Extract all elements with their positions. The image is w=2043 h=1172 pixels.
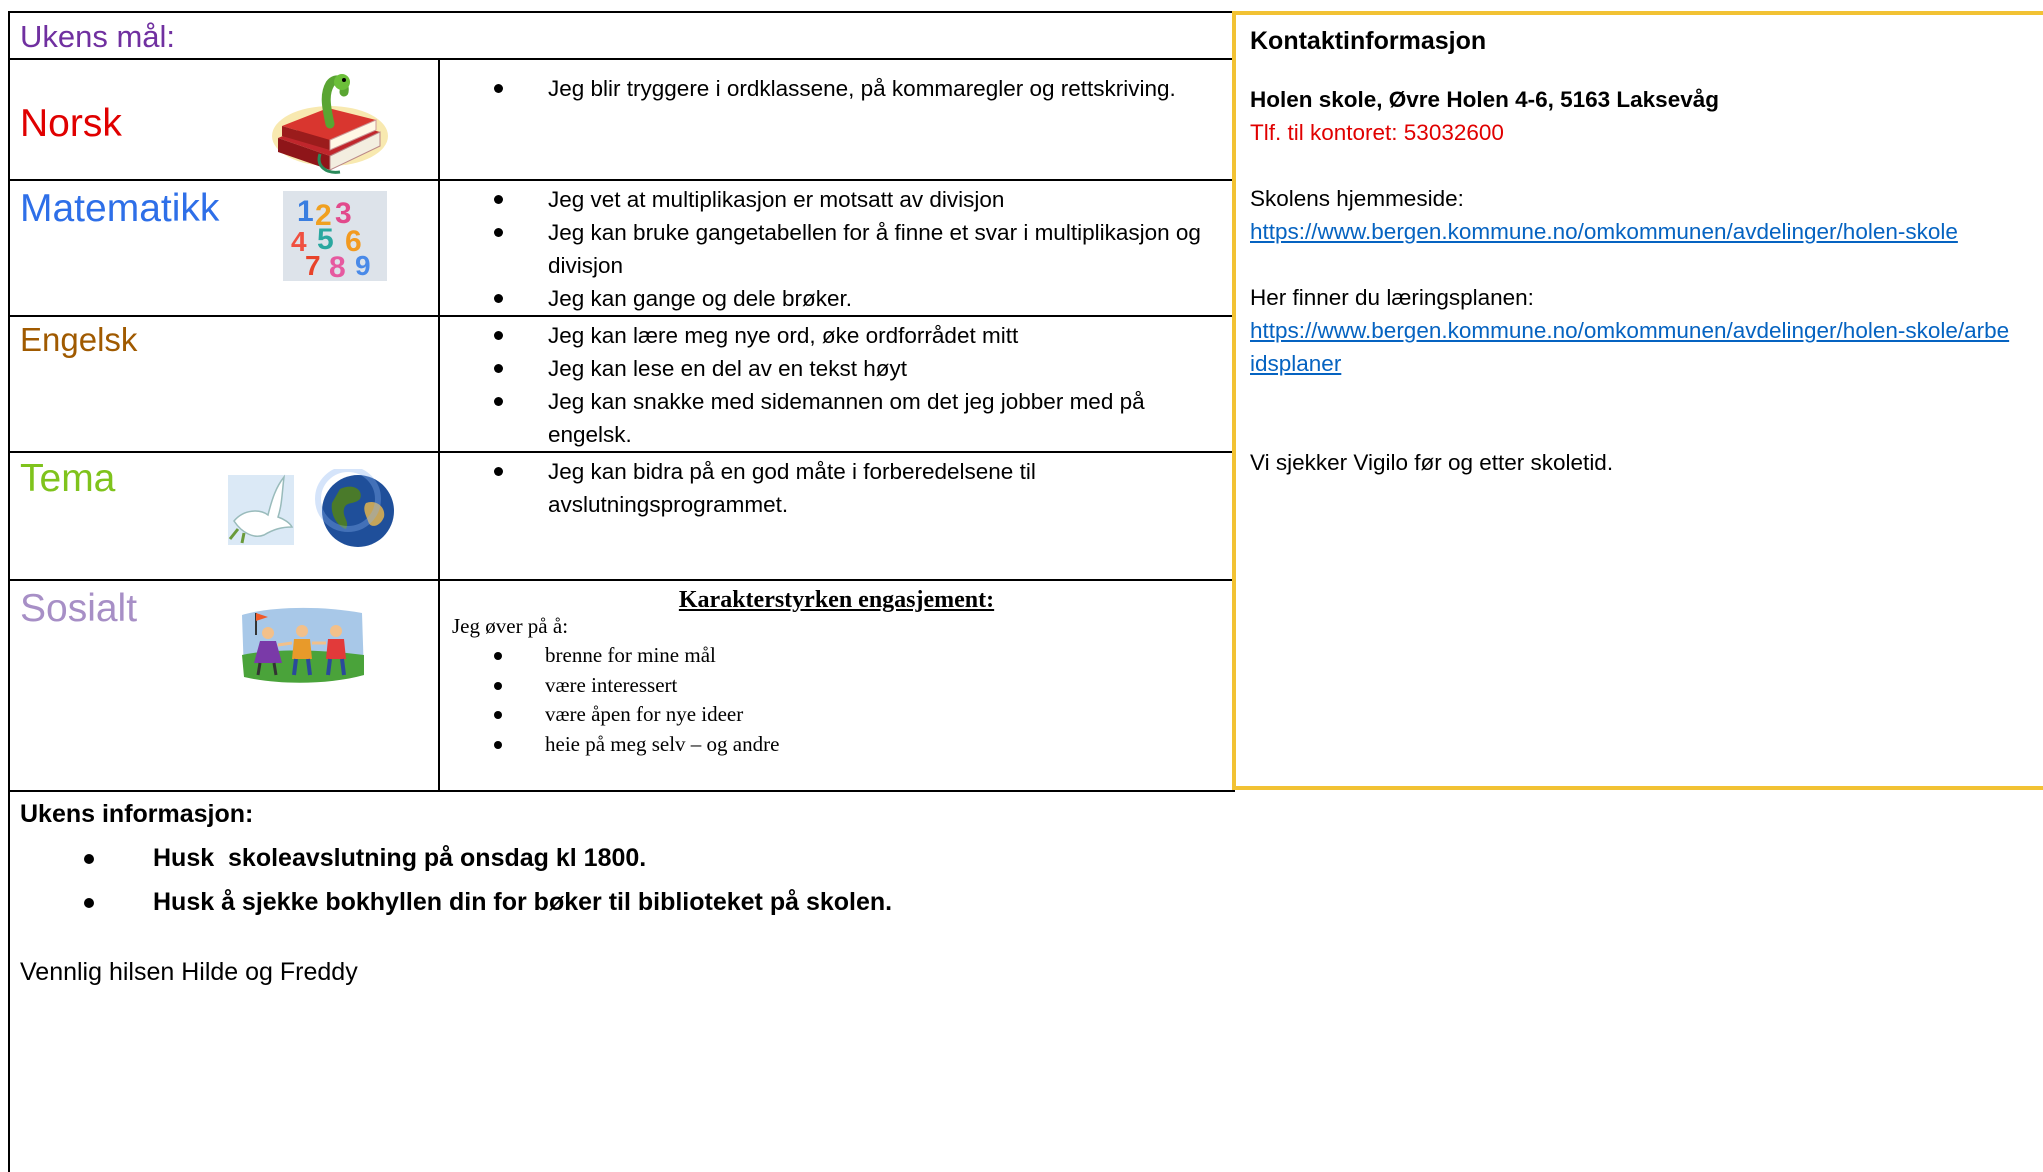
svg-text:2: 2: [315, 199, 332, 232]
homepage-label: Skolens hjemmeside:: [1250, 186, 1464, 211]
dove-globe-icon: [220, 469, 400, 549]
homepage-link[interactable]: https://www.bergen.kommune.no/omkommunen/avdelinger/holen-skole: [1250, 219, 1958, 244]
goals-header: Ukens mål:: [9, 12, 1234, 59]
karakter-intro: Jeg øver på å:: [452, 614, 569, 638]
goal-list-tema: [440, 455, 1233, 521]
subject-row-matematikk: [9, 180, 1234, 316]
goal-item: Jeg kan snakke med sidemannen om det jeg jobber med på engelsk.: [440, 385, 1223, 451]
office-phone: Tlf. til kontoret: 53032600: [1250, 120, 1504, 145]
subject-row-sosialt: [9, 580, 1234, 791]
svg-text:9: 9: [355, 250, 371, 281]
subject-cell-matematikk: [9, 180, 439, 316]
subject-row-engelsk: [9, 316, 1234, 452]
vigilo-note: Vi sjekker Vigilo før og etter skoletid.: [1250, 450, 1614, 475]
svg-text:7: 7: [305, 250, 321, 281]
goal-item: være åpen for nye ideer: [440, 700, 1233, 730]
subject-name-engelsk: Engelsk: [20, 321, 138, 358]
info-heading: Ukens informasjon:: [20, 800, 254, 828]
plan-label: Her finner du læringsplanen:: [1250, 285, 1534, 310]
school-address: Holen skole, Øvre Holen 4-6, 5163 Laksevåg: [1250, 87, 1719, 112]
goal-list-norsk: [440, 72, 1233, 105]
info-list: [20, 836, 1820, 924]
goals-cell-tema: [439, 452, 1234, 580]
svg-text:1: 1: [297, 195, 314, 228]
subject-cell-sosialt: [9, 580, 439, 791]
goal-item: Jeg kan lese en del av en tekst høyt: [440, 352, 1223, 385]
svg-text:6: 6: [345, 225, 362, 258]
signature: Vennlig hilsen Hilde og Freddy: [20, 958, 358, 986]
info-item: Husk å sjekke bokhyllen din for bøker til biblioteket på skolen.: [20, 880, 1820, 924]
goal-item: brenne for mine mål: [440, 641, 1233, 671]
contact-box: [1232, 11, 2043, 790]
subject-cell-tema: [9, 452, 439, 580]
goals-cell-matematikk: [439, 180, 1234, 316]
subject-name-matematikk: Matematikk: [20, 187, 220, 230]
goal-item: Jeg blir tryggere i ordklassene, på kommaregler og rettskriving.: [440, 72, 1223, 105]
info-item: Husk skoleavslutning på onsdag kl 1800.: [20, 836, 1820, 880]
children-holding-hands-icon: [238, 605, 368, 685]
plan-link[interactable]: https://www.bergen.kommune.no/omkommunen/avdelinger/holen-skole/arbeidsplaner: [1250, 318, 2010, 376]
goals-cell-norsk: [439, 59, 1234, 180]
goals-cell-sosialt: [439, 580, 1234, 791]
svg-text:4: 4: [291, 226, 307, 257]
svg-text:3: 3: [335, 197, 352, 230]
subject-cell-norsk: [9, 59, 439, 180]
goal-list-matematikk: [440, 183, 1233, 315]
goals-header-row: [9, 12, 1234, 59]
goal-item: Jeg kan gange og dele brøker.: [440, 282, 1223, 315]
weekly-info: [20, 796, 1820, 924]
book-worm-icon: [268, 66, 388, 176]
goal-list-sosialt: [440, 641, 1233, 759]
karakter-title: Karakterstyrken engasjement:: [678, 587, 995, 613]
svg-text:8: 8: [329, 251, 346, 281]
goal-item: Jeg kan bidra på en god måte i forberedelsene til avslutningsprogrammet.: [440, 455, 1223, 521]
goal-item: Jeg vet at multiplikasjon er motsatt av divisjon: [440, 183, 1223, 216]
goal-list-engelsk: [440, 319, 1233, 451]
goal-item: Jeg kan bruke gangetabellen for å finne et svar i multiplikasjon og divisjon: [440, 216, 1223, 282]
numbers-icon: [283, 191, 387, 281]
contact-title: Kontaktinformasjon: [1250, 27, 1487, 55]
goals-cell-engelsk: [439, 316, 1234, 452]
subject-row-tema: [9, 452, 1234, 580]
svg-text:5: 5: [317, 223, 334, 256]
weekly-goals-table: [8, 11, 1235, 792]
subject-name-norsk: Norsk: [20, 102, 122, 145]
goal-item: Jeg kan lære meg nye ord, øke ordforrådet mitt: [440, 319, 1223, 352]
subject-row-norsk: [9, 59, 1234, 180]
subject-name-sosialt: Sosialt: [20, 587, 138, 630]
subject-name-tema: Tema: [20, 457, 116, 500]
subject-cell-engelsk: [9, 316, 439, 452]
goal-item: være interessert: [440, 671, 1233, 701]
goal-item: heie på meg selv – og andre: [440, 730, 1233, 760]
